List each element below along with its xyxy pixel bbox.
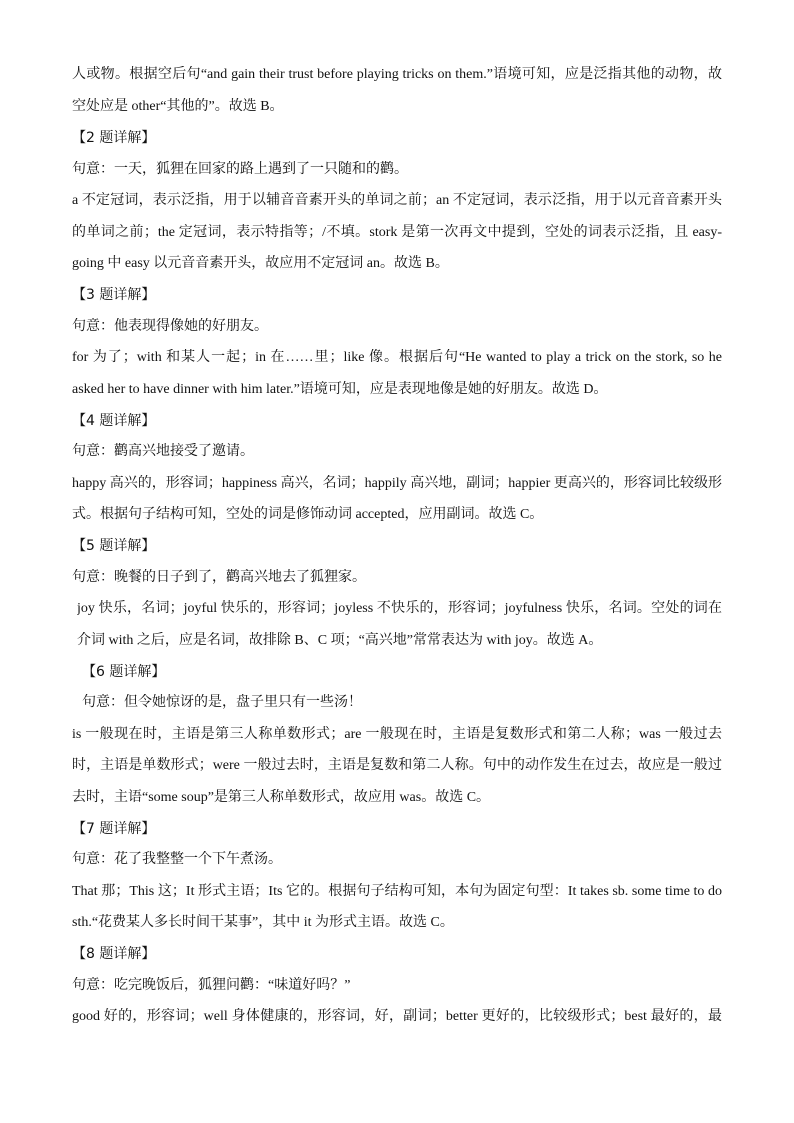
paragraph-line: for 为了；with 和某人一起；in 在……里；like 像。根据后句“He wanted to play a trick on the stork, so he xyxy=(72,350,722,365)
paragraph-line: 人或物。根据空后句“and gain their trust before playing tricks on them.”语境可知，应是泛指其他的动物，故 xyxy=(72,67,722,82)
paragraph-line: 去时，主语“some soup”是第三人称单数形式，故应用 was。故选 C。 xyxy=(72,790,491,805)
section-heading-q3: 【3 题详解】 xyxy=(72,287,156,303)
section-heading-q2: 【2 题详解】 xyxy=(72,130,156,146)
section-heading-q4: 【4 题详解】 xyxy=(72,413,156,429)
sentence-meaning: 句意：一天，狐狸在回家的路上遇到了一只随和的鹳。 xyxy=(72,162,408,177)
paragraph-line: That 那；This 这；It 形式主语；Its 它的。根据句子结构可知，本句为固定句型：It takes sb. some time to do xyxy=(72,884,722,899)
paragraph-line: happy 高兴的，形容词；happiness 高兴，名词；happily 高兴地，副词；happier 更高兴的，形容词比较级形 xyxy=(72,476,722,491)
paragraph-line: 的单词之前；the 定冠词，表示特指等；/不填。stork 是第一次再文中提到，空处的词表示泛指，且 easy- xyxy=(72,225,722,240)
paragraph-line: 介词 with 之后，应是名词，故排除 B、C 项；“高兴地”常常表达为 with joy。故选 A。 xyxy=(77,633,603,648)
section-heading-q6: 【6 题详解】 xyxy=(82,664,166,680)
paragraph-line: 式。根据句子结构可知，空处的词是修饰动词 accepted，应用副词。故选 C。 xyxy=(72,507,544,522)
sentence-meaning: 句意：吃完晚饭后，狐狸问鹳：“味道好吗？” xyxy=(72,978,351,993)
sentence-meaning: 句意：但令她惊讶的是，盘子里只有一些汤！ xyxy=(82,695,362,710)
sentence-meaning: 句意：晚餐的日子到了，鹳高兴地去了狐狸家。 xyxy=(72,570,366,585)
paragraph-line: good 好的，形容词；well 身体健康的，形容词，好，副词；better 更好的，比较级形式；best 最好的，最 xyxy=(72,1009,722,1024)
paragraph-line: asked her to have dinner with him later.”语境可知，应是表现地像是她的好朋友。故选 D。 xyxy=(72,382,608,397)
sentence-meaning: 句意：花了我整整一个下午煮汤。 xyxy=(72,852,282,867)
paragraph-line: a 不定冠词，表示泛指，用于以辅音音素开头的单词之前；an 不定冠词，表示泛指，用于以元音音素开头 xyxy=(72,193,722,208)
paragraph-line: 时，主语是单数形式；were 一般过去时，主语是复数和第二人称。句中的动作发生在过去，故应是一般过 xyxy=(72,758,722,773)
paragraph-line: sth.“花费某人多长时间干某事”，其中 it 为形式主语。故选 C。 xyxy=(72,915,454,930)
sentence-meaning: 句意：鹳高兴地接受了邀请。 xyxy=(72,444,254,459)
section-heading-q7: 【7 题详解】 xyxy=(72,821,156,837)
paragraph-line: 空处应是 other“其他的”。故选 B。 xyxy=(72,99,284,114)
section-heading-q5: 【5 题详解】 xyxy=(72,538,156,554)
sentence-meaning: 句意：他表现得像她的好朋友。 xyxy=(72,319,268,334)
section-heading-q8: 【8 题详解】 xyxy=(72,946,156,962)
paragraph-line: is 一般现在时，主语是第三人称单数形式；are 一般现在时，主语是复数形式和第二人称；was 一般过去 xyxy=(72,727,722,742)
paragraph-line: joy 快乐，名词；joyful 快乐的，形容词；joyless 不快乐的，形容词；joyfulness 快乐，名词。空处的词在 xyxy=(77,601,722,616)
paragraph-line: going 中 easy 以元音音素开头，故应用不定冠词 an。故选 B。 xyxy=(72,256,449,271)
